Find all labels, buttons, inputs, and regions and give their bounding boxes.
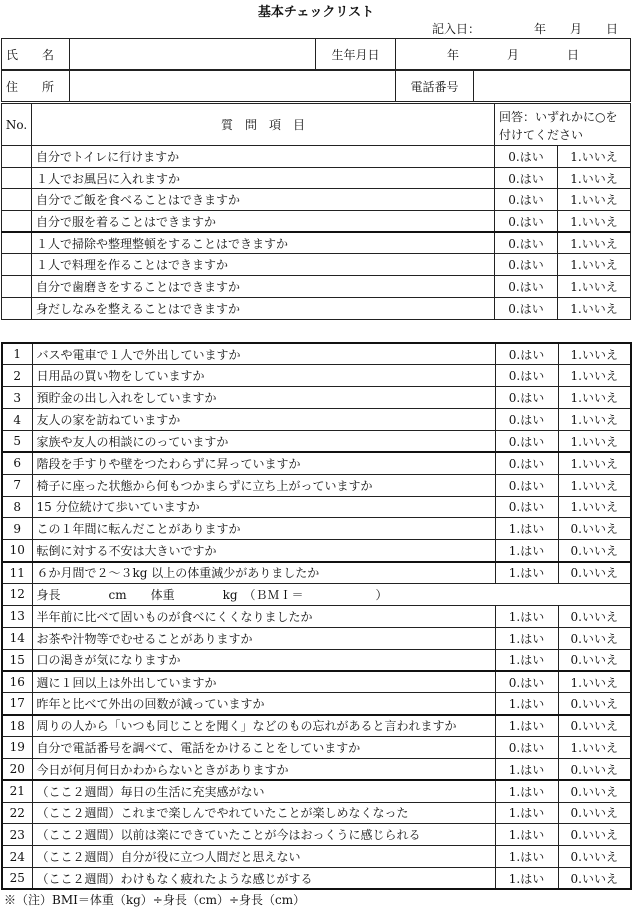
adl-row bbox=[2, 146, 631, 168]
answer-no-option[interactable]: 1.いいえ bbox=[558, 211, 631, 233]
info-table bbox=[1, 38, 631, 70]
checklist-row bbox=[2, 583, 631, 605]
row-number bbox=[2, 297, 32, 319]
answer-no-option[interactable]: 0.いいえ bbox=[558, 780, 631, 802]
row-number: 20 bbox=[2, 758, 32, 780]
question-text: ６か月間で２～３kg 以上の体重減少がありましたか bbox=[32, 562, 495, 584]
checklist-row bbox=[2, 671, 631, 693]
answer-yes-option[interactable]: 0.はい bbox=[495, 387, 558, 409]
answer-no-option[interactable]: 1.いいえ bbox=[558, 365, 631, 387]
birth-field[interactable]: 年 月 日 bbox=[396, 39, 631, 70]
checklist-row bbox=[2, 605, 631, 627]
row-number: 15 bbox=[2, 649, 32, 671]
address-table bbox=[1, 70, 631, 102]
answer-yes-option[interactable]: 0.はい bbox=[495, 146, 558, 168]
checklist-row bbox=[2, 365, 631, 387]
question-text: （ここ２週間）わけもなく疲れたような感じがする bbox=[32, 868, 495, 890]
answer-yes-option[interactable]: 1.はい bbox=[495, 562, 558, 584]
answer-yes-option[interactable]: 0.はい bbox=[495, 167, 558, 189]
row-number: 17 bbox=[2, 693, 32, 715]
answer-yes-option[interactable]: 1.はい bbox=[495, 802, 558, 824]
answer-no-option[interactable]: 0.いいえ bbox=[558, 627, 631, 649]
adl-row bbox=[2, 276, 631, 298]
answer-yes-option[interactable]: 1.はい bbox=[495, 780, 558, 802]
row-number: 23 bbox=[2, 824, 32, 846]
answer-yes-option[interactable]: 1.はい bbox=[495, 846, 558, 868]
question-text: 自分でご飯を食べることはできますか bbox=[32, 189, 495, 211]
checklist-row bbox=[2, 452, 631, 474]
question-text: （ここ２週間）自分が役に立つ人間だと思えない bbox=[32, 846, 495, 868]
question-text: 身だしなみを整えることはできますか bbox=[32, 297, 495, 319]
answer-yes-option[interactable]: 0.はい bbox=[495, 211, 558, 233]
question-text: （ここ２週間）毎日の生活に充実感がない bbox=[32, 780, 495, 802]
row-number: 5 bbox=[2, 430, 32, 452]
answer-yes-option[interactable]: 1.はい bbox=[495, 627, 558, 649]
answer-yes-option[interactable]: 0.はい bbox=[495, 276, 558, 298]
question-text: 預貯金の出し入れをしていますか bbox=[32, 387, 495, 409]
answer-yes-option[interactable]: 1.はい bbox=[495, 540, 558, 562]
question-text: 昨年と比べて外出の回数が減っていますか bbox=[32, 693, 495, 715]
answer-yes-option[interactable]: 0.はい bbox=[495, 430, 558, 452]
answer-yes-option[interactable]: 0.はい bbox=[495, 297, 558, 319]
answer-no-option[interactable]: 0.いいえ bbox=[558, 693, 631, 715]
question-text: 15 分位続けて歩いていますか bbox=[32, 496, 495, 518]
answer-yes-option[interactable]: 0.はい bbox=[495, 474, 558, 496]
question-text: 自分で電話番号を調べて、電話をかけることをしていますか bbox=[32, 736, 495, 758]
answer-no-option[interactable]: 0.いいえ bbox=[558, 540, 631, 562]
checklist-row bbox=[2, 430, 631, 452]
answer-yes-option[interactable]: 1.はい bbox=[495, 605, 558, 627]
answer-no-option[interactable]: 1.いいえ bbox=[558, 496, 631, 518]
answer-yes-option[interactable]: 0.はい bbox=[495, 232, 558, 254]
address-label: 住 所 bbox=[2, 71, 70, 102]
checklist-row bbox=[2, 409, 631, 431]
answer-no-option[interactable]: 1.いいえ bbox=[558, 409, 631, 431]
checklist-row bbox=[2, 736, 631, 758]
answer-yes-option[interactable]: 0.はい bbox=[495, 189, 558, 211]
answer-yes-option[interactable]: 1.はい bbox=[495, 649, 558, 671]
row-number: 2 bbox=[2, 365, 32, 387]
answer-no-option[interactable]: 0.いいえ bbox=[558, 715, 631, 737]
row-number bbox=[2, 189, 32, 211]
answer-yes-option[interactable]: 1.はい bbox=[495, 824, 558, 846]
answer-no-option[interactable]: 0.いいえ bbox=[558, 758, 631, 780]
answer-yes-option[interactable]: 0.はい bbox=[495, 671, 558, 693]
entry-date: 記入日： 年 月 日 bbox=[432, 22, 619, 36]
checklist-row bbox=[2, 758, 631, 780]
question-text: 友人の家を訪ねていますか bbox=[32, 409, 495, 431]
checklist-row bbox=[2, 649, 631, 671]
answer-yes-option[interactable]: 1.はい bbox=[495, 693, 558, 715]
row-number: 12 bbox=[2, 583, 32, 605]
checklist-row bbox=[2, 496, 631, 518]
question-text: 今日が何月何日かわからないときがありますか bbox=[32, 758, 495, 780]
answer-no-option[interactable]: 1.いいえ bbox=[558, 167, 631, 189]
header-item: 質 問 項 目 bbox=[32, 104, 495, 146]
answer-yes-option[interactable]: 0.はい bbox=[495, 736, 558, 758]
bmi-note: ※（注）BMI＝体重（kg）÷身長（cm）÷身長（cm） bbox=[4, 893, 306, 907]
question-text: 週に１回以上は外出していますか bbox=[32, 671, 495, 693]
row-number: 6 bbox=[2, 452, 32, 474]
answer-no-option[interactable]: 1.いいえ bbox=[558, 671, 631, 693]
question-text: １人でお風呂に入れますか bbox=[32, 167, 495, 189]
answer-no-option[interactable]: 1.いいえ bbox=[558, 343, 631, 365]
question-text: 周りの人から「いつも同じことを聞く」などのもの忘れがあると言われますか bbox=[32, 715, 495, 737]
adl-table bbox=[1, 103, 631, 320]
header-no: No. bbox=[2, 104, 32, 146]
row-number: 8 bbox=[2, 496, 32, 518]
answer-no-option[interactable]: 1.いいえ bbox=[558, 189, 631, 211]
row-number: 18 bbox=[2, 715, 32, 737]
question-text: （ここ２週間）以前は楽にできていたことが今はおっくうに感じられる bbox=[32, 824, 495, 846]
checklist-row bbox=[2, 387, 631, 409]
row-number: 1 bbox=[2, 343, 32, 365]
address-field[interactable] bbox=[70, 71, 396, 102]
adl-row bbox=[2, 189, 631, 211]
adl-row bbox=[2, 167, 631, 189]
answer-no-option[interactable]: 0.いいえ bbox=[558, 605, 631, 627]
answer-no-option[interactable]: 0.いいえ bbox=[558, 868, 631, 890]
answer-no-option[interactable]: 0.いいえ bbox=[558, 649, 631, 671]
answer-no-option[interactable]: 1.いいえ bbox=[558, 736, 631, 758]
checklist-row bbox=[2, 715, 631, 737]
row-number bbox=[2, 167, 32, 189]
answer-no-option[interactable]: 1.いいえ bbox=[558, 387, 631, 409]
answer-yes-option[interactable]: 1.はい bbox=[495, 868, 558, 890]
question-text: 自分でトイレに行けますか bbox=[32, 146, 495, 168]
height-weight-field[interactable]: 身長 cm 体重 kg （ＢＭＩ＝ ） bbox=[32, 583, 631, 605]
row-number: 19 bbox=[2, 736, 32, 758]
question-text: バスや電車で１人で外出していますか bbox=[32, 343, 495, 365]
question-text: 階段を手すりや壁をつたわらずに昇っていますか bbox=[32, 452, 495, 474]
question-text: 口の渇きが気になりますか bbox=[32, 649, 495, 671]
answer-no-option[interactable]: 1.いいえ bbox=[558, 474, 631, 496]
phone-label: 電話番号 bbox=[396, 71, 474, 102]
question-text: この１年間に転んだことがありますか bbox=[32, 518, 495, 540]
checklist-row bbox=[2, 693, 631, 715]
answer-no-option[interactable]: 0.いいえ bbox=[558, 846, 631, 868]
checklist-row bbox=[2, 562, 631, 584]
phone-field[interactable] bbox=[474, 71, 631, 102]
answer-yes-option[interactable]: 0.はい bbox=[495, 343, 558, 365]
adl-row bbox=[2, 211, 631, 233]
row-number: 24 bbox=[2, 846, 32, 868]
row-number bbox=[2, 211, 32, 233]
checklist-row bbox=[2, 474, 631, 496]
adl-row bbox=[2, 254, 631, 276]
row-number: 4 bbox=[2, 409, 32, 431]
checklist-row bbox=[2, 846, 631, 868]
answer-no-option[interactable]: 0.いいえ bbox=[558, 802, 631, 824]
row-number: 14 bbox=[2, 627, 32, 649]
row-number: 11 bbox=[2, 562, 32, 584]
adl-row bbox=[2, 232, 631, 254]
question-text: （ここ２週間）これまで楽しんでやれていたことが楽しめなくなった bbox=[32, 802, 495, 824]
answer-no-option[interactable]: 1.いいえ bbox=[558, 146, 631, 168]
page-title: 基本チェックリスト bbox=[257, 5, 375, 20]
question-text: 家族や友人の相談にのっていますか bbox=[32, 430, 495, 452]
row-number: 22 bbox=[2, 802, 32, 824]
row-number bbox=[2, 232, 32, 254]
row-number: 21 bbox=[2, 780, 32, 802]
checklist-row bbox=[2, 627, 631, 649]
answer-no-option[interactable]: 1.いいえ bbox=[558, 297, 631, 319]
row-number bbox=[2, 276, 32, 298]
answer-no-option[interactable]: 0.いいえ bbox=[558, 562, 631, 584]
header-answer-line1: 回答：いずれかに○を bbox=[499, 109, 618, 124]
checklist-row bbox=[2, 518, 631, 540]
row-number bbox=[2, 146, 32, 168]
question-text: １人で掃除や整理整頓をすることはできますか bbox=[32, 232, 495, 254]
question-text: 転倒に対する不安は大きいですか bbox=[32, 540, 495, 562]
answer-no-option[interactable]: 0.いいえ bbox=[558, 824, 631, 846]
question-text: 半年前に比べて固いものが食べにくくなりましたか bbox=[32, 605, 495, 627]
answer-yes-option[interactable]: 0.はい bbox=[495, 452, 558, 474]
answer-yes-option[interactable]: 0.はい bbox=[495, 496, 558, 518]
checklist-row bbox=[2, 780, 631, 802]
adl-body bbox=[2, 146, 631, 320]
question-text: 日用品の買い物をしていますか bbox=[32, 365, 495, 387]
checklist-row bbox=[2, 868, 631, 890]
answer-yes-option[interactable]: 1.はい bbox=[495, 518, 558, 540]
row-number: 9 bbox=[2, 518, 32, 540]
row-number: 10 bbox=[2, 540, 32, 562]
question-text: お茶や汁物等でむせることがありますか bbox=[32, 627, 495, 649]
question-text: 自分で服を着ることはできますか bbox=[32, 211, 495, 233]
answer-yes-option[interactable]: 1.はい bbox=[495, 758, 558, 780]
answer-no-option[interactable]: 1.いいえ bbox=[558, 452, 631, 474]
checklist-table bbox=[1, 342, 632, 890]
answer-yes-option[interactable]: 1.はい bbox=[495, 715, 558, 737]
name-field[interactable] bbox=[70, 39, 316, 70]
checklist-body bbox=[2, 343, 631, 889]
answer-no-option[interactable]: 0.いいえ bbox=[558, 518, 631, 540]
question-text: 椅子に座った状態から何もつかまらずに立ち上がっていますか bbox=[32, 474, 495, 496]
answer-yes-option[interactable]: 0.はい bbox=[495, 365, 558, 387]
header-answer bbox=[495, 104, 631, 146]
answer-yes-option[interactable]: 0.はい bbox=[495, 254, 558, 276]
adl-row bbox=[2, 297, 631, 319]
row-number: 16 bbox=[2, 671, 32, 693]
row-number bbox=[2, 254, 32, 276]
checklist-row bbox=[2, 343, 631, 365]
checklist-row bbox=[2, 824, 631, 846]
birth-label: 生年月日 bbox=[316, 39, 396, 70]
answer-no-option[interactable]: 1.いいえ bbox=[558, 232, 631, 254]
answer-no-option[interactable]: 1.いいえ bbox=[558, 430, 631, 452]
checklist-row bbox=[2, 802, 631, 824]
row-number: 13 bbox=[2, 605, 32, 627]
header-answer-line2: 付けてください bbox=[499, 127, 584, 142]
question-text: １人で料理を作ることはできますか bbox=[32, 254, 495, 276]
row-number: 25 bbox=[2, 868, 32, 890]
name-label: 氏 名 bbox=[2, 39, 70, 70]
question-text: 自分で歯磨きをすることはできますか bbox=[32, 276, 495, 298]
answer-no-option[interactable]: 1.いいえ bbox=[558, 276, 631, 298]
row-number: 7 bbox=[2, 474, 32, 496]
answer-yes-option[interactable]: 0.はい bbox=[495, 409, 558, 431]
answer-no-option[interactable]: 1.いいえ bbox=[558, 254, 631, 276]
checklist-row bbox=[2, 540, 631, 562]
row-number: 3 bbox=[2, 387, 32, 409]
